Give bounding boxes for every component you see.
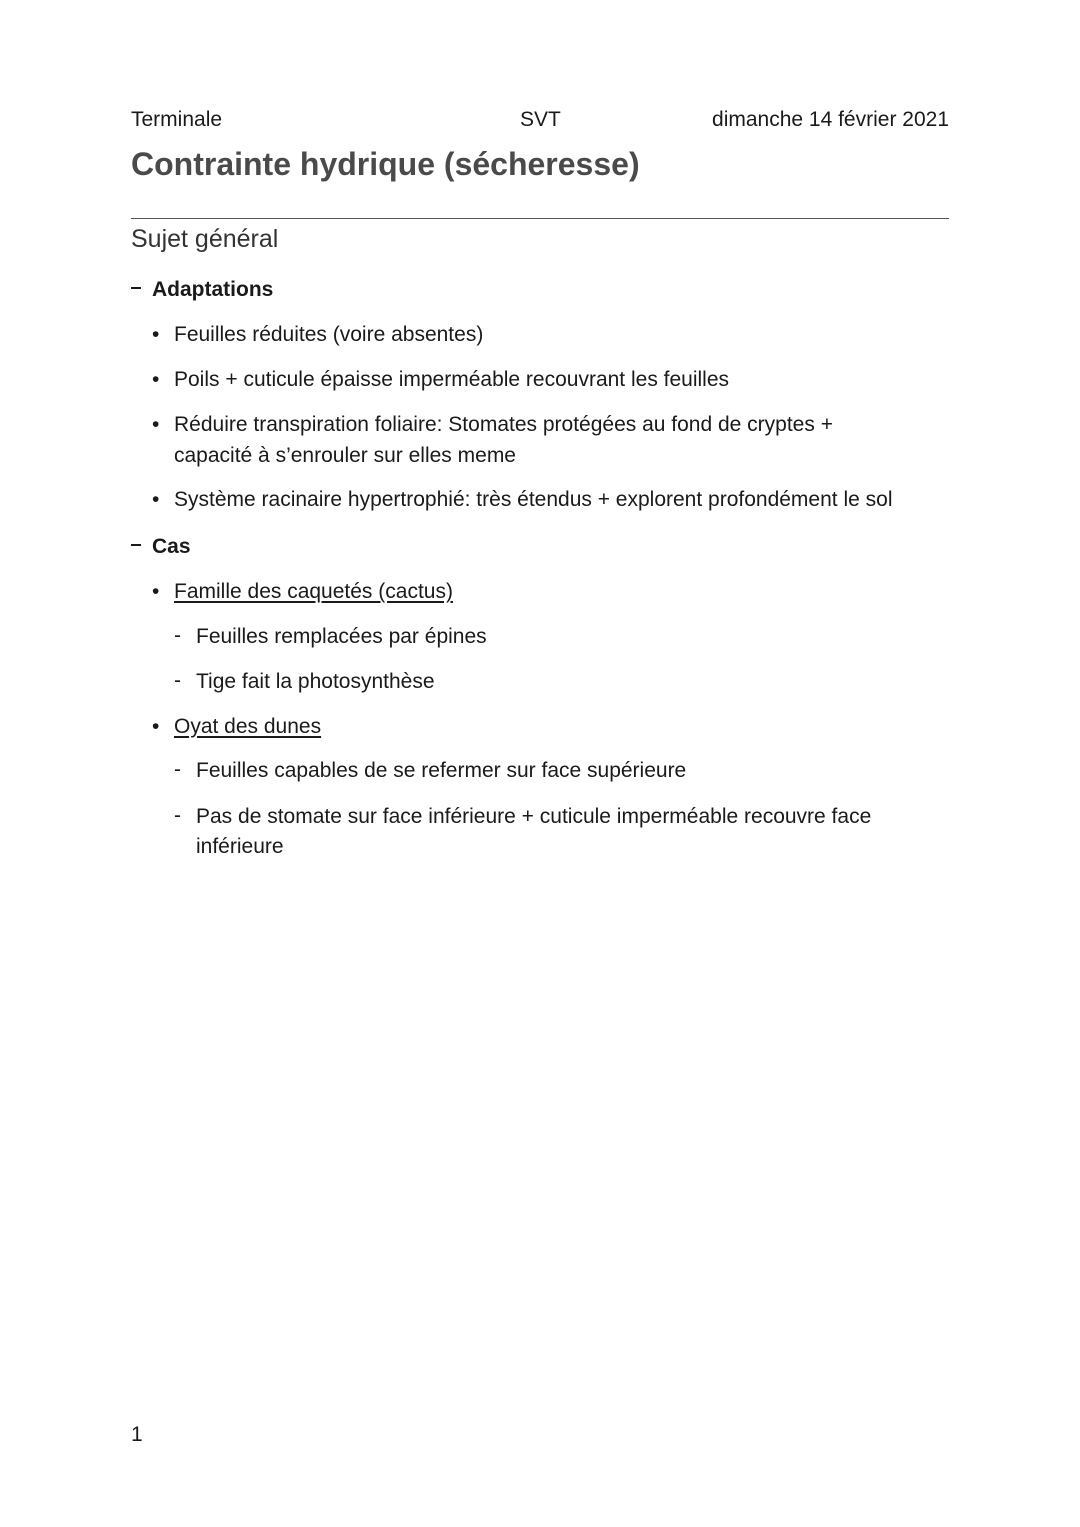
header-level: Terminale	[131, 108, 223, 131]
bullet-marker: •	[152, 580, 160, 603]
list-item-line1: Réduire transpiration foliaire: Stomates protégées au fond de cryptes +	[174, 413, 833, 436]
bullet-marker: •	[152, 368, 160, 391]
title-divider	[131, 218, 949, 219]
dash-marker: -	[174, 669, 181, 692]
list-item: Système racinaire hypertrophié: très étendus + explorent profondément le sol	[174, 488, 893, 511]
page-number: 1	[131, 1423, 143, 1446]
header-subject: SVT	[520, 108, 561, 131]
sub-item-line2: inférieure	[196, 835, 284, 858]
page-header	[131, 108, 949, 136]
group-heading-adaptations: Adaptations	[152, 278, 274, 301]
header-date: dimanche 14 février 2021	[712, 108, 949, 131]
dash-marker: -	[174, 804, 181, 827]
page-title: Contrainte hydrique (sécheresse)	[131, 146, 640, 182]
bullet-marker: •	[152, 715, 160, 738]
group-dash-marker	[131, 287, 141, 289]
list-item: Feuilles réduites (voire absentes)	[174, 323, 484, 346]
sub-item: Feuilles capables de se refermer sur face supérieure	[196, 759, 687, 782]
case-title-cactus: Famille des caquetés (cactus)	[174, 580, 453, 603]
sub-item-line1: Pas de stomate sur face inférieure + cuticule imperméable recouvre face	[196, 805, 872, 828]
bullet-marker: •	[152, 488, 160, 511]
bullet-marker: •	[152, 323, 160, 346]
bullet-marker: •	[152, 413, 160, 436]
group-dash-marker	[131, 544, 141, 546]
list-item-line2: capacité à s’enrouler sur elles meme	[174, 444, 516, 467]
list-item: Poils + cuticule épaisse imperméable recouvrant les feuilles	[174, 368, 730, 391]
sub-item: Feuilles remplacées par épines	[196, 625, 487, 648]
dash-marker: -	[174, 758, 181, 781]
group-heading-cas: Cas	[152, 535, 191, 558]
sub-item: Tige fait la photosynthèse	[196, 670, 435, 693]
section-title: Sujet général	[131, 225, 279, 253]
case-title-oyat: Oyat des dunes	[174, 715, 322, 738]
dash-marker: -	[174, 624, 181, 647]
